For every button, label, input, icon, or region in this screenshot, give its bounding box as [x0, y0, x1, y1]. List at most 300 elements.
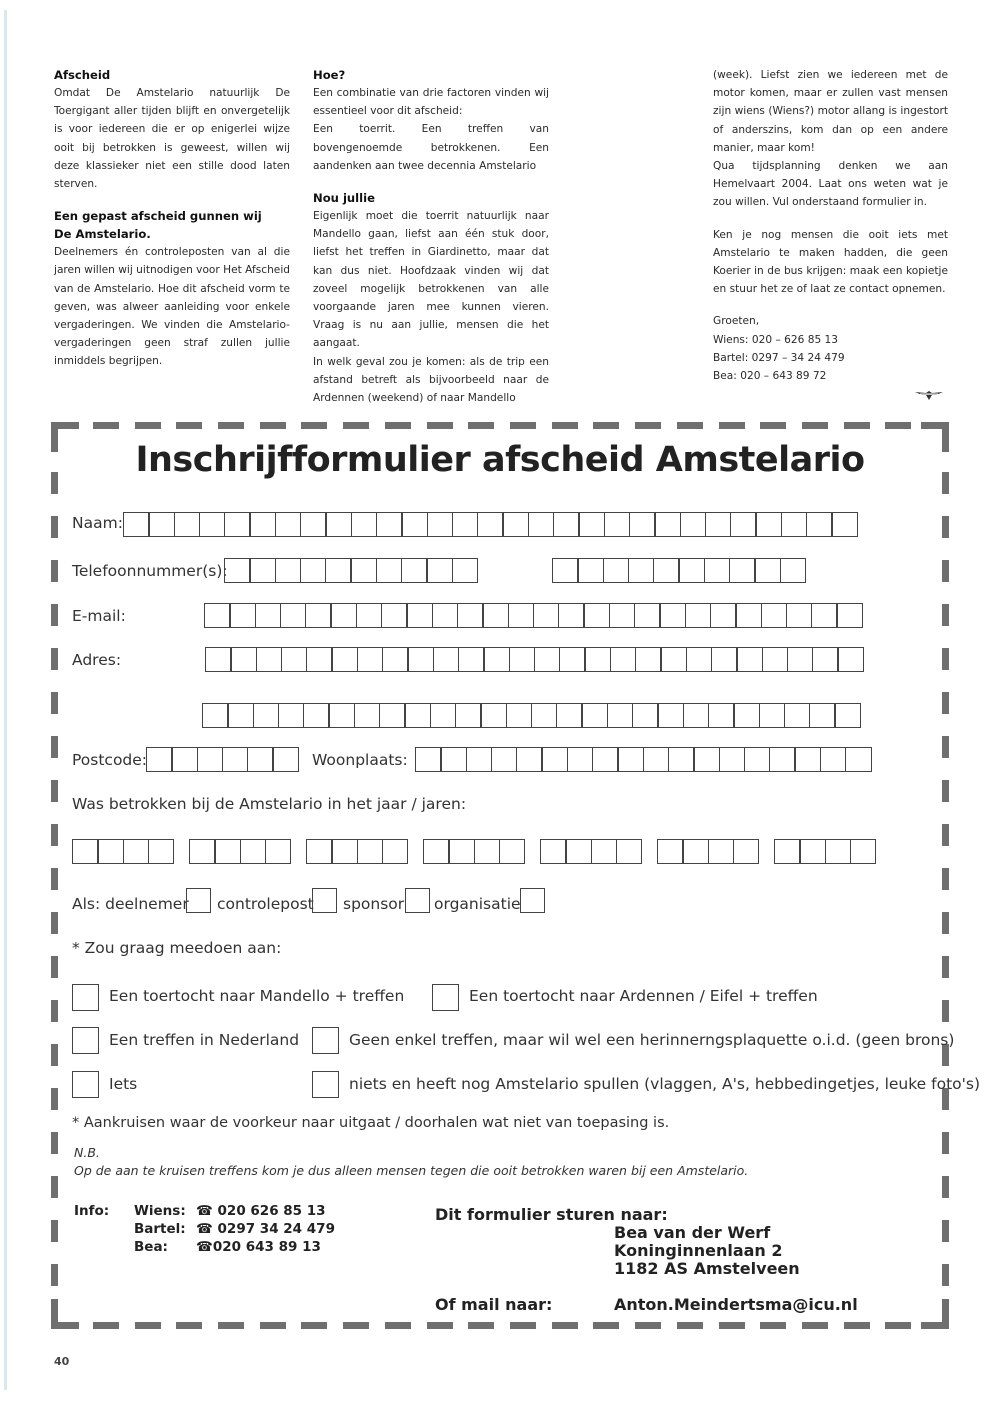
char-box[interactable]: [635, 647, 662, 672]
frame-corner: [51, 422, 79, 429]
paragraph: Omdat De Amstelario natuurlijk De Toergigant aller tijden blijft en onvergetelijk is voor iedereen die er op enigerlei wijze ooit bij betrokken is geweest, willen wij deze klassieker niet een stille dood laten sterven.: [54, 87, 290, 191]
iets-option-label: Iets: [109, 1075, 138, 1093]
char-box[interactable]: [230, 647, 257, 672]
char-box[interactable]: [204, 603, 231, 628]
char-box[interactable]: [222, 747, 249, 772]
char-box[interactable]: [499, 839, 526, 864]
char-box[interactable]: [224, 558, 251, 583]
char-box[interactable]: [330, 603, 357, 628]
char-box[interactable]: [685, 603, 712, 628]
frame-dash: [218, 1322, 244, 1329]
char-box[interactable]: [72, 839, 99, 864]
char-box[interactable]: [325, 558, 352, 583]
char-box[interactable]: [680, 512, 707, 537]
char-box[interactable]: [583, 603, 610, 628]
char-box[interactable]: [735, 603, 762, 628]
telefoon-field-1[interactable]: [224, 558, 477, 583]
char-box[interactable]: [423, 839, 450, 864]
char-box[interactable]: [376, 512, 403, 537]
char-box[interactable]: [401, 512, 428, 537]
char-box[interactable]: [205, 647, 232, 672]
char-box[interactable]: [477, 512, 504, 537]
char-box[interactable]: [354, 703, 381, 728]
char-box[interactable]: [708, 839, 735, 864]
frame-dash: [51, 516, 58, 538]
frame-dash: [51, 692, 58, 714]
contact-line: Wiens: 020 – 626 85 13: [713, 333, 839, 346]
char-box[interactable]: [247, 747, 274, 772]
frame-dash: [942, 1132, 949, 1154]
char-box[interactable]: [534, 647, 561, 672]
frame-dash: [343, 422, 369, 429]
frame-dash: [301, 1322, 327, 1329]
frame-dash: [942, 604, 949, 626]
char-box[interactable]: [719, 747, 746, 772]
char-box[interactable]: [278, 703, 305, 728]
char-box[interactable]: [558, 603, 585, 628]
char-box[interactable]: [272, 747, 299, 772]
char-box[interactable]: [480, 703, 507, 728]
paragraph: Een toerrit. Een treffen van bovengenoemde betrokkenen. Een aandenken aan twee decennia Amstelario: [313, 123, 549, 172]
plaquette-checkbox[interactable]: [312, 1027, 339, 1054]
char-box[interactable]: [762, 647, 789, 672]
char-box[interactable]: [820, 747, 847, 772]
char-box[interactable]: [430, 703, 457, 728]
char-box[interactable]: [710, 603, 737, 628]
nb-label: N.B.: [74, 1145, 100, 1160]
frame-dash: [942, 736, 949, 758]
frame-dash: [802, 1322, 828, 1329]
telephone-icon: ☎: [196, 1203, 213, 1219]
char-box[interactable]: [224, 512, 251, 537]
mail-label: Of mail naar:: [435, 1295, 553, 1314]
char-box[interactable]: [415, 747, 442, 772]
email-label: E-mail:: [72, 607, 126, 625]
char-box[interactable]: [729, 558, 756, 583]
page-edge: [4, 10, 7, 1390]
char-box[interactable]: [300, 512, 327, 537]
frame-corner: [921, 422, 949, 429]
frame-dash: [93, 1322, 119, 1329]
char-box[interactable]: [736, 647, 763, 672]
char-box[interactable]: [686, 647, 713, 672]
char-box[interactable]: [189, 839, 216, 864]
char-box[interactable]: [565, 839, 592, 864]
paragraph: Eigenlijk moet die toerrit natuurlijk naar Mandello gaan, liefst aan één stuk door, liefst het treffen in Giardinetto, maar dat kan dus niet. Hoofdzaak vinden wij dat zoveel mogelijk betrokkenen van alle voorgaande jaren mee kunnen vieren. Vraag is nu aan jullie, mensen die het aangaat.: [313, 210, 549, 350]
ardennen-checkbox[interactable]: [432, 984, 459, 1011]
char-box[interactable]: [97, 839, 124, 864]
char-box[interactable]: [376, 558, 403, 583]
char-box[interactable]: [592, 747, 619, 772]
mandello-checkbox[interactable]: [72, 984, 99, 1011]
info-label: Info:: [74, 1203, 110, 1219]
frame-dash: [885, 1322, 911, 1329]
frame-dash: [942, 1000, 949, 1022]
role-prefix: Als: deelnemer: [72, 895, 189, 913]
email-field[interactable]: [204, 603, 862, 628]
char-box[interactable]: [407, 647, 434, 672]
char-box[interactable]: [306, 839, 333, 864]
frame-corner: [921, 1322, 949, 1329]
char-box[interactable]: [382, 647, 409, 672]
char-box[interactable]: [806, 512, 833, 537]
char-box[interactable]: [240, 839, 267, 864]
sponsor-label: sponsor: [343, 895, 405, 913]
frame-dash: [51, 1264, 58, 1286]
char-box[interactable]: [577, 558, 604, 583]
char-box[interactable]: [249, 558, 276, 583]
frame-dash: [677, 1322, 703, 1329]
frame-dash: [942, 1264, 949, 1286]
char-box[interactable]: [227, 703, 254, 728]
char-box[interactable]: [780, 558, 807, 583]
char-box[interactable]: [300, 558, 327, 583]
frame-dash: [51, 1088, 58, 1110]
naam-field[interactable]: [123, 512, 857, 537]
char-box[interactable]: [825, 839, 852, 864]
char-box[interactable]: [610, 647, 637, 672]
char-box[interactable]: [704, 558, 731, 583]
char-box[interactable]: [253, 703, 280, 728]
year-field[interactable]: [306, 839, 407, 864]
char-box[interactable]: [457, 603, 484, 628]
paragraph: Een combinatie van drie factoren vinden wij essentieel voor dit afscheid:: [313, 87, 549, 118]
char-box[interactable]: [357, 839, 384, 864]
frame-dash: [135, 422, 161, 429]
char-box[interactable]: [303, 703, 330, 728]
frame-dash: [51, 780, 58, 802]
telefoon-label: Telefoonnummer(s):: [72, 562, 228, 580]
char-box[interactable]: [202, 703, 229, 728]
frame-dash: [552, 422, 578, 429]
ardennen-option-label: Een toertocht naar Ardennen / Eifel + treffen: [469, 987, 818, 1005]
frame-dash: [942, 868, 949, 890]
woonplaats-label: Woonplaats:: [312, 751, 408, 769]
char-box[interactable]: [784, 703, 811, 728]
char-box[interactable]: [812, 647, 839, 672]
char-box[interactable]: [331, 839, 358, 864]
char-box[interactable]: [834, 703, 861, 728]
char-box[interactable]: [850, 839, 877, 864]
deelnemer-checkbox[interactable]: [186, 888, 211, 913]
char-box[interactable]: [306, 647, 333, 672]
char-box[interactable]: [643, 747, 670, 772]
year-field[interactable]: [657, 839, 758, 864]
frame-dash: [51, 956, 58, 978]
char-box[interactable]: [197, 747, 224, 772]
frame-dash: [176, 1322, 202, 1329]
char-box[interactable]: [533, 603, 560, 628]
contact-line: Bea: 020 – 643 89 72: [713, 370, 827, 383]
frame-dash: [760, 1322, 786, 1329]
paragraph: (week). Liefst zien we iedereen met de motor komen, maar er zullen vast mensen zijn wiens (Wiens?) motor allang is ingestort of anderszins, kom dan op een andere manier, maar kom!: [713, 69, 948, 154]
frame-dash: [468, 422, 494, 429]
char-box[interactable]: [280, 603, 307, 628]
char-box[interactable]: [432, 603, 459, 628]
form-title: Inschrijfformulier afscheid Amstelario: [135, 440, 865, 480]
char-box[interactable]: [199, 512, 226, 537]
contact-line: Bartel: 0297 – 34 24 479: [713, 351, 845, 364]
char-box[interactable]: [774, 839, 801, 864]
char-box[interactable]: [466, 747, 493, 772]
char-box[interactable]: [356, 603, 383, 628]
char-box[interactable]: [379, 703, 406, 728]
postcode-field[interactable]: [146, 747, 298, 772]
iets-checkbox[interactable]: [72, 1071, 99, 1098]
char-box[interactable]: [591, 839, 618, 864]
char-box[interactable]: [474, 839, 501, 864]
telefoon-field-2[interactable]: [552, 558, 805, 583]
char-box[interactable]: [660, 647, 687, 672]
plaquette-option-label: Geen enkel treffen, maar wil wel een herinnerngsplaquette o.i.d. (geen brons): [349, 1031, 955, 1049]
char-box[interactable]: [831, 512, 858, 537]
char-box[interactable]: [683, 703, 710, 728]
char-box[interactable]: [761, 603, 788, 628]
frame-dash: [844, 422, 870, 429]
char-box[interactable]: [604, 512, 631, 537]
char-box[interactable]: [148, 839, 175, 864]
char-box[interactable]: [275, 558, 302, 583]
char-box[interactable]: [214, 839, 241, 864]
adres-label: Adres:: [72, 651, 122, 669]
char-box[interactable]: [516, 747, 543, 772]
char-box[interactable]: [654, 512, 681, 537]
char-box[interactable]: [659, 603, 686, 628]
info-phone-wiens: ☎ 020 626 85 13: [196, 1203, 326, 1219]
char-box[interactable]: [256, 647, 283, 672]
char-box[interactable]: [426, 558, 453, 583]
frame-dash: [942, 1220, 949, 1242]
frame-dash: [51, 1132, 58, 1154]
paragraph: Ken je nog mensen die ooit iets met Amstelario te maken hadden, die geen Koerier in de bus krijgen: maak een kopietje en stuur het ze of laat ze contact opnemen.: [713, 228, 948, 296]
char-box[interactable]: [351, 512, 378, 537]
char-box[interactable]: [799, 839, 826, 864]
frame-dash: [51, 912, 58, 934]
char-box[interactable]: [616, 839, 643, 864]
frame-dash: [510, 1322, 536, 1329]
char-box[interactable]: [123, 512, 150, 537]
char-box[interactable]: [693, 747, 720, 772]
frame-dash: [942, 956, 949, 978]
char-box[interactable]: [458, 647, 485, 672]
mandello-option-label: Een toertocht naar Mandello + treffen: [109, 987, 405, 1005]
char-box[interactable]: [668, 747, 695, 772]
char-box[interactable]: [559, 647, 586, 672]
char-box[interactable]: [755, 512, 782, 537]
frame-dash: [51, 648, 58, 670]
char-box[interactable]: [123, 839, 150, 864]
char-box[interactable]: [357, 647, 384, 672]
char-box[interactable]: [509, 647, 536, 672]
char-box[interactable]: [769, 747, 796, 772]
char-box[interactable]: [809, 703, 836, 728]
char-box[interactable]: [733, 703, 760, 728]
year-field[interactable]: [423, 839, 524, 864]
char-box[interactable]: [653, 558, 680, 583]
info-phone-bea: ☎020 643 89 13: [196, 1239, 321, 1255]
char-box[interactable]: [794, 747, 821, 772]
char-box[interactable]: [146, 747, 173, 772]
char-box[interactable]: [265, 839, 292, 864]
char-box[interactable]: [452, 512, 479, 537]
adres-field-1[interactable]: [205, 647, 863, 672]
sponsor-checkbox[interactable]: [405, 888, 430, 913]
char-box[interactable]: [440, 747, 467, 772]
frame-dash: [844, 1322, 870, 1329]
char-box[interactable]: [603, 558, 630, 583]
char-box[interactable]: [540, 839, 567, 864]
spullen-checkbox[interactable]: [312, 1071, 339, 1098]
char-box[interactable]: [455, 703, 482, 728]
frame-dash: [260, 422, 286, 429]
year-field[interactable]: [774, 839, 875, 864]
char-box[interactable]: [781, 512, 808, 537]
char-box[interactable]: [578, 512, 605, 537]
controlepost-label: controlepost: [217, 895, 314, 913]
char-box[interactable]: [502, 512, 529, 537]
year-field[interactable]: [189, 839, 290, 864]
controlepost-checkbox[interactable]: [312, 888, 337, 913]
frame-dash: [301, 422, 327, 429]
char-box[interactable]: [634, 603, 661, 628]
nederland-checkbox[interactable]: [72, 1027, 99, 1054]
char-box[interactable]: [657, 839, 684, 864]
char-box[interactable]: [581, 703, 608, 728]
frame-dash: [51, 736, 58, 758]
woonplaats-field[interactable]: [415, 747, 870, 772]
char-box[interactable]: [629, 512, 656, 537]
char-box[interactable]: [281, 647, 308, 672]
char-box[interactable]: [607, 703, 634, 728]
char-box[interactable]: [229, 603, 256, 628]
frame-dash: [385, 422, 411, 429]
participation-label: * Zou graag meedoen aan:: [72, 939, 282, 957]
char-box[interactable]: [759, 703, 786, 728]
page-number: 40: [54, 1355, 70, 1368]
char-box[interactable]: [786, 603, 813, 628]
char-box[interactable]: [754, 558, 781, 583]
char-box[interactable]: [811, 603, 838, 628]
char-box[interactable]: [541, 747, 568, 772]
frame-dash: [635, 422, 661, 429]
char-box[interactable]: [406, 603, 433, 628]
naam-label: Naam:: [72, 514, 123, 532]
year-field[interactable]: [72, 839, 173, 864]
organisatie-label: organisatie: [434, 895, 521, 913]
char-box[interactable]: [708, 703, 735, 728]
frame-dash: [343, 1322, 369, 1329]
frame-dash: [942, 516, 949, 538]
char-box[interactable]: [491, 747, 518, 772]
info-phone-bartel: ☎ 0297 34 24 479: [196, 1221, 335, 1237]
char-box[interactable]: [305, 603, 332, 628]
char-box[interactable]: [325, 512, 352, 537]
char-box[interactable]: [617, 747, 644, 772]
char-box[interactable]: [382, 839, 409, 864]
char-box[interactable]: [744, 747, 771, 772]
char-box[interactable]: [705, 512, 732, 537]
char-box[interactable]: [553, 512, 580, 537]
send-label: Dit formulier sturen naar:: [435, 1205, 668, 1224]
char-box[interactable]: [657, 703, 684, 728]
frame-dash: [635, 1322, 661, 1329]
article-column-2: [313, 66, 549, 407]
char-box[interactable]: [148, 512, 175, 537]
char-box[interactable]: [682, 839, 709, 864]
nb-note: [74, 1144, 748, 1180]
char-box[interactable]: [331, 647, 358, 672]
frame-dash: [942, 560, 949, 582]
char-box[interactable]: [733, 839, 760, 864]
char-box[interactable]: [678, 558, 705, 583]
year-field[interactable]: [540, 839, 641, 864]
frame-dash: [593, 1322, 619, 1329]
adres-field-2[interactable]: [202, 703, 860, 728]
char-box[interactable]: [609, 603, 636, 628]
info-name-wiens: Wiens:: [134, 1203, 186, 1219]
char-box[interactable]: [448, 839, 475, 864]
char-box[interactable]: [381, 603, 408, 628]
char-box[interactable]: [556, 703, 583, 728]
frame-dash: [176, 422, 202, 429]
char-box[interactable]: [506, 703, 533, 728]
char-box[interactable]: [567, 747, 594, 772]
char-box[interactable]: [174, 512, 201, 537]
frame-dash: [719, 422, 745, 429]
char-box[interactable]: [401, 558, 428, 583]
char-box[interactable]: [328, 703, 355, 728]
char-box[interactable]: [845, 747, 872, 772]
char-box[interactable]: [483, 647, 510, 672]
char-box[interactable]: [452, 558, 479, 583]
char-box[interactable]: [628, 558, 655, 583]
char-box[interactable]: [552, 558, 579, 583]
char-box[interactable]: [632, 703, 659, 728]
char-box[interactable]: [275, 512, 302, 537]
char-box[interactable]: [508, 603, 535, 628]
nb-text: Op de aan te kruisen treffens kom je dus alleen mensen tegen die ooit betrokken waren bij een Amstelario.: [74, 1163, 749, 1178]
frame-dash: [93, 422, 119, 429]
frame-dash: [51, 868, 58, 890]
char-box[interactable]: [711, 647, 738, 672]
frame-dash: [802, 422, 828, 429]
char-box[interactable]: [787, 647, 814, 672]
char-box[interactable]: [404, 703, 431, 728]
char-box[interactable]: [528, 512, 555, 537]
frame-dash: [942, 824, 949, 846]
frame-dash: [51, 1220, 58, 1242]
char-box[interactable]: [433, 647, 460, 672]
char-box[interactable]: [350, 558, 377, 583]
char-box[interactable]: [171, 747, 198, 772]
heading-afscheid: Afscheid: [54, 68, 111, 82]
mail-address[interactable]: Anton.Meindertsma@icu.nl: [614, 1295, 858, 1314]
char-box[interactable]: [730, 512, 757, 537]
char-box[interactable]: [584, 647, 611, 672]
postcode-label: Postcode:: [72, 751, 148, 769]
frame-dash: [552, 1322, 578, 1329]
frame-dash: [51, 604, 58, 626]
char-box[interactable]: [255, 603, 282, 628]
char-box[interactable]: [427, 512, 454, 537]
frame-dash: [942, 692, 949, 714]
organisatie-checkbox[interactable]: [520, 888, 545, 913]
char-box[interactable]: [837, 647, 864, 672]
char-box[interactable]: [836, 603, 863, 628]
char-box[interactable]: [249, 512, 276, 537]
char-box[interactable]: [531, 703, 558, 728]
char-box[interactable]: [482, 603, 509, 628]
